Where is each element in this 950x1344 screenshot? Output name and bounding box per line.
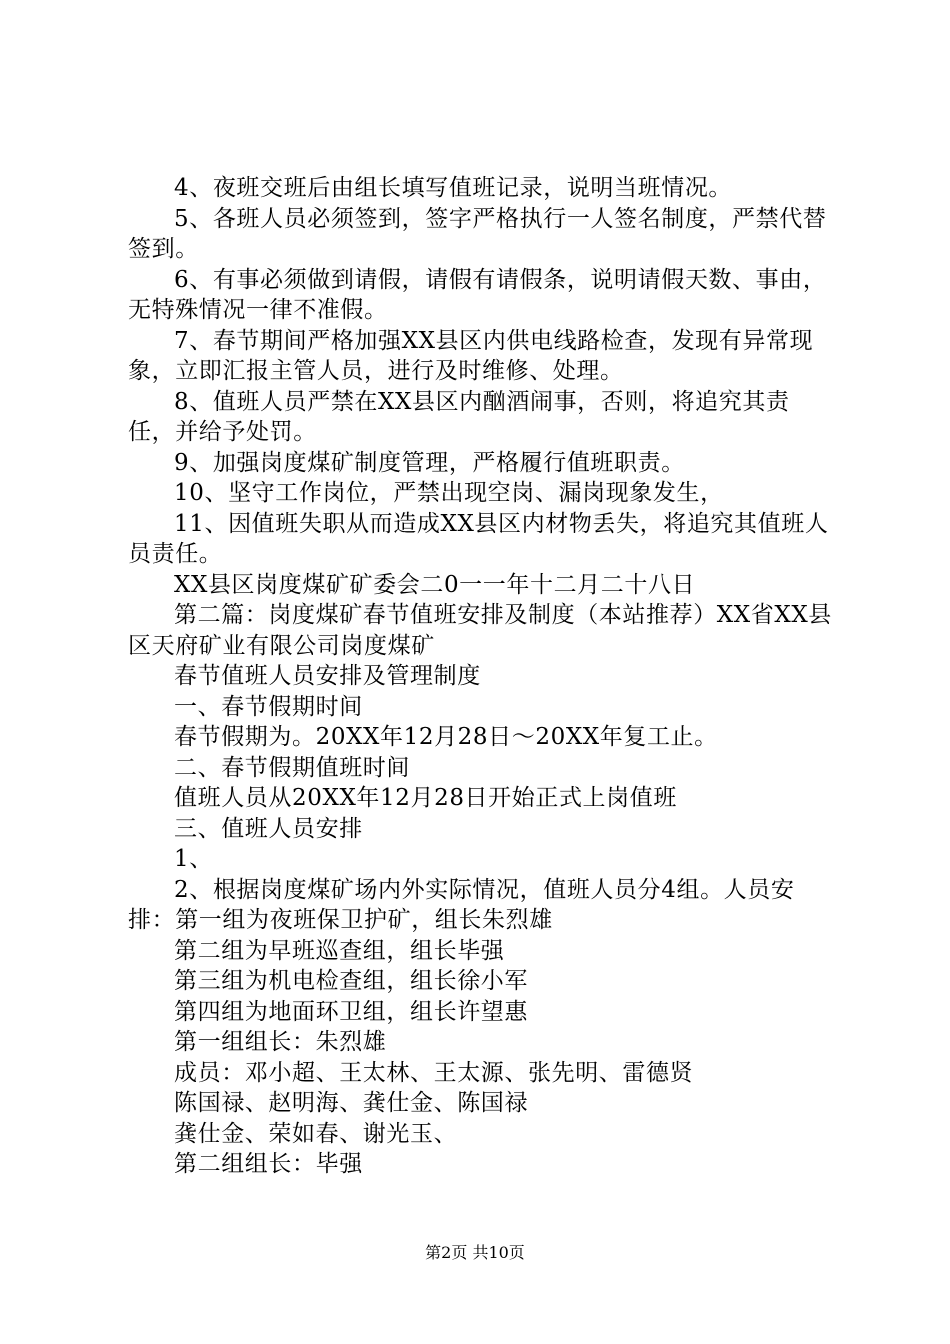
paragraph-item-11: 11、因值班失职从而造成XX县区内材物丢失，将追究其值班人员责任。 [128, 510, 829, 567]
group-one-members: 成员：邓小超、王太林、王太源、张先明、雷德贤 [174, 1059, 694, 1086]
group-one-members-continued-2: 龚仕金、荣如春、谢光玉、 [174, 1120, 458, 1147]
page-number-footer: 第2页 共10页 [425, 1243, 525, 1262]
paragraph-item-9: 9、加强岗度煤矿制度管理，严格履行值班职责。 [174, 449, 685, 476]
group-two-line: 第二组为早班巡查组，组长毕强 [174, 937, 505, 964]
group-two-leader: 第二组组长：毕强 [174, 1151, 363, 1177]
paragraph-item-7: 7、春节期间严格加强XX县区内供电线路检查，发现有异常现象，立即汇报主管人员，进行及时维修、处理。 [128, 327, 814, 384]
paragraph-item-4: 4、夜班交班后由组长填写值班记录，说明当班情况。 [174, 175, 733, 201]
paragraph-item-6: 6、有事必须做到请假，请假有请假条，说明请假天数、事由，无特殊情况一律不准假。 [128, 266, 827, 323]
group-three-line: 第三组为机电检查组，组长徐小军 [174, 968, 528, 994]
holiday-period-text: 春节假期为。20XX年12月28日～20XX年复工止。 [174, 724, 718, 750]
group-one-members-continued: 陈国禄、赵明海、龚仕金、陈国禄 [174, 1090, 528, 1116]
paragraph-item-10: 10、坚守工作岗位，严禁出现空岗、漏岗现象发生， [174, 480, 724, 506]
arrangement-item-1: 1、 [174, 846, 213, 872]
duty-time-text: 值班人员从20XX年12月28日开始正式上岗值班 [174, 785, 677, 811]
paragraph-item-8: 8、值班人员严禁在XX县区内酗酒闹事，否则，将追究其责任，并给予处罚。 [128, 388, 790, 445]
document-body [128, 173, 832, 1180]
signature-line: XX县区岗度煤矿矿委会二0一一年十二月二十八日 [174, 571, 696, 598]
section-heading-duty-time: 二、春节假期值班时间 [174, 754, 410, 781]
group-one-leader: 第一组组长：朱烈雄 [174, 1029, 387, 1055]
group-four-line: 第四组为地面环卫组，组长许望惠 [174, 998, 528, 1025]
section-heading-staff-arrangement: 三、值班人员安排 [174, 815, 363, 842]
section-title-part-two: 第二篇：岗度煤矿春节值班安排及制度（本站推荐）XX省XX县区天府矿业有限公司岗度煤矿 [128, 602, 832, 659]
section-heading-holiday-period: 一、春节假期时间 [174, 693, 363, 720]
paragraph-item-5: 5、各班人员必须签到，签字严格执行一人签名制度，严禁代替签到。 [128, 205, 827, 262]
document-subtitle: 春节值班人员安排及管理制度 [174, 663, 481, 689]
arrangement-item-2: 2、根据岗度煤矿场内外实际情况，值班人员分4组。人员安排：第一组为夜班保卫护矿，组长朱烈雄 [128, 876, 795, 933]
